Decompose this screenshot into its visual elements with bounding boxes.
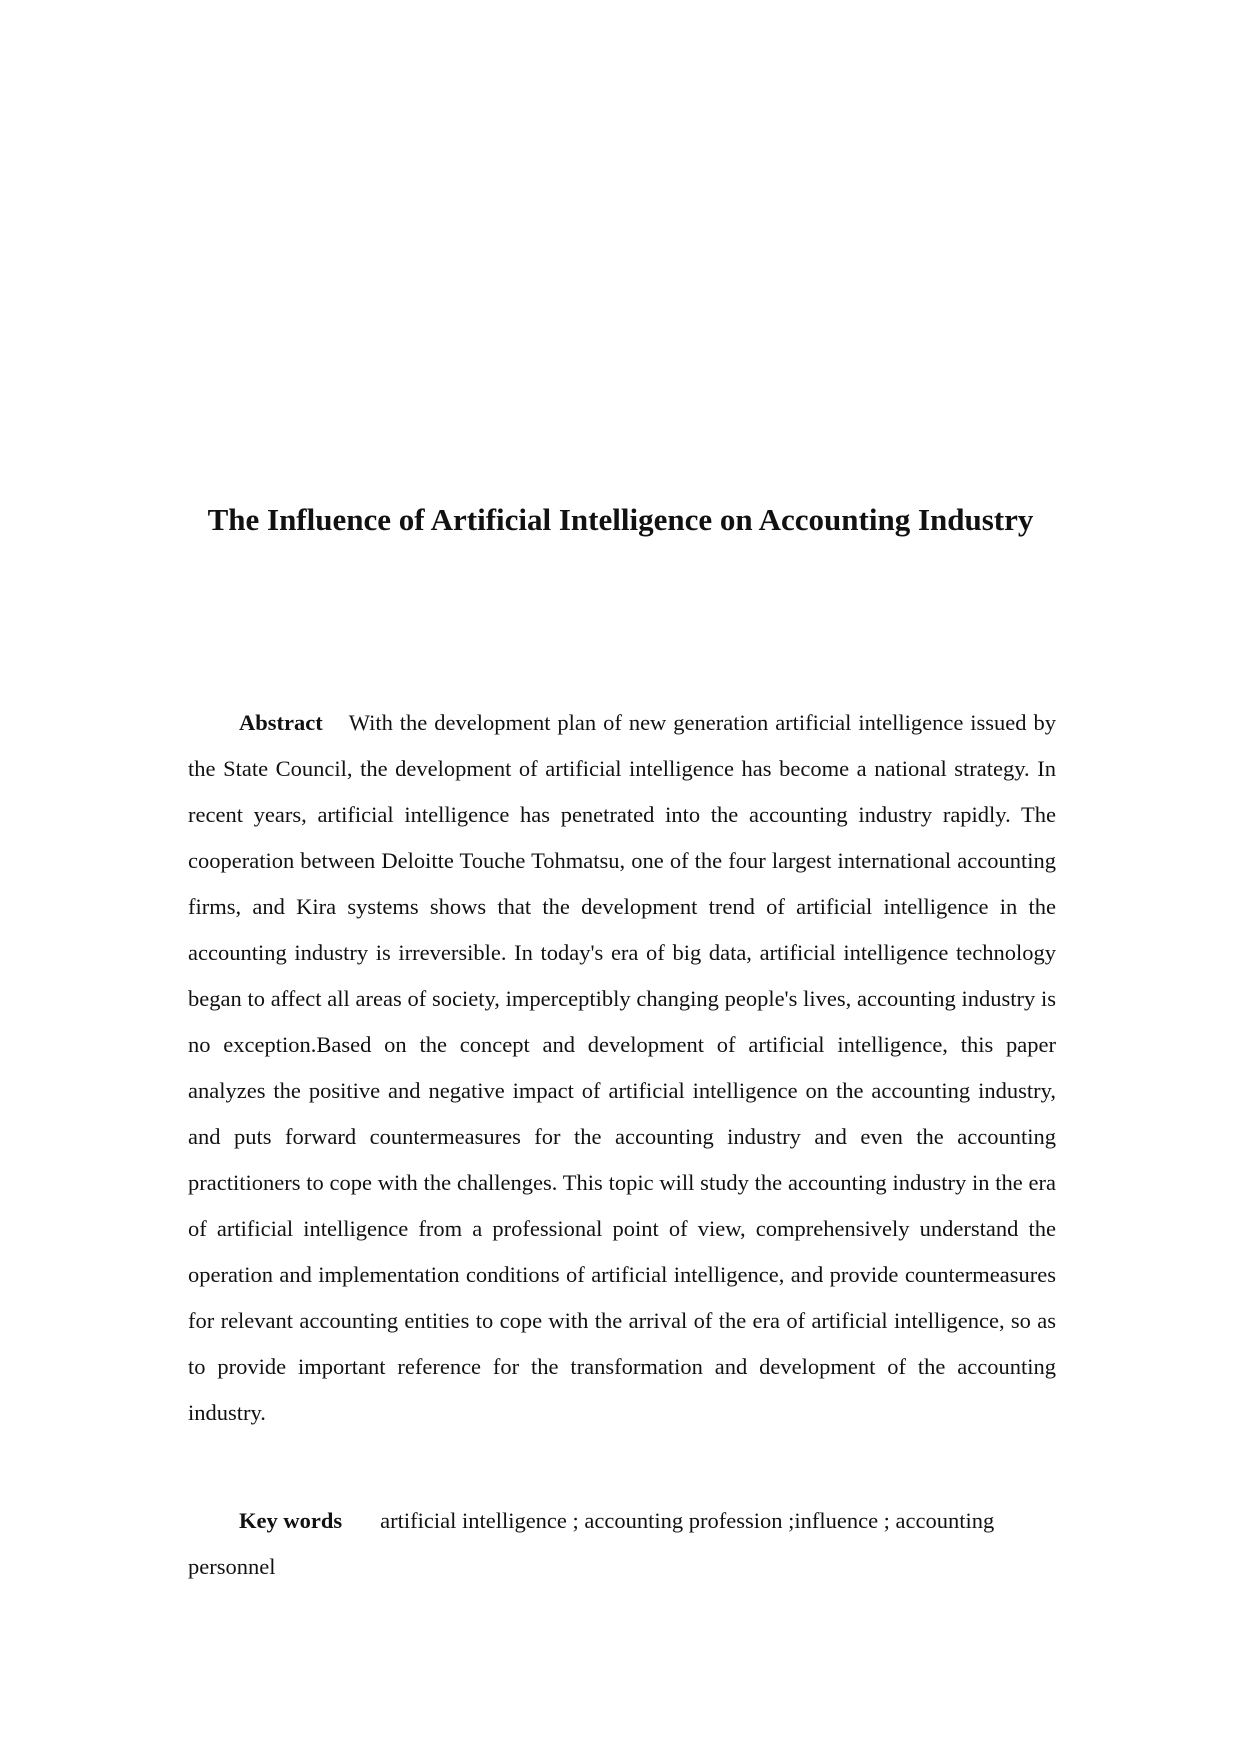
- keywords-paragraph: [188, 1498, 1056, 1590]
- abstract-label: Abstract: [239, 710, 323, 735]
- abstract-paragraph: [188, 700, 1056, 1436]
- keywords-text: artificial intelligence ; accounting profession ;influence ; accounting personnel: [188, 1508, 995, 1579]
- paper-title: The Influence of Artificial Intelligence on Accounting Industry: [207, 502, 1034, 537]
- keywords-label: Key words: [239, 1508, 343, 1533]
- abstract-text: With the development plan of new generation artificial intelligence issued by the State Council, the development of artificial intelligence has become a national strategy. In recent years, artificial intelligence has penetrated into the accounting industry rapidly. The cooperation between Deloitte Touche Tohmatsu, one of the four largest international accounting firms, and Kira systems shows that the development trend of artificial intelligence in the accounting industry is irreversible. In today's era of big data, artificial intelligence technology began to affect all areas of society, imperceptibly changing people's lives, accounting industry is no exception.Based on the concept and development of artificial intelligence, this paper analyzes the positive and negative impact of artificial intelligence on the accounting industry, and puts forward countermeasures for the accounting industry and even the accounting practitioners to cope with the challenges. This topic will study the accounting industry in the era of artificial intelligence from a professional point of view, comprehensively understand the operation and implementation conditions of artificial intelligence, and provide countermeasures for relevant accounting entities to cope with the arrival of the era of artificial intelligence, so as to provide important reference for the transformation and development of the accounting industry.: [188, 710, 1056, 1425]
